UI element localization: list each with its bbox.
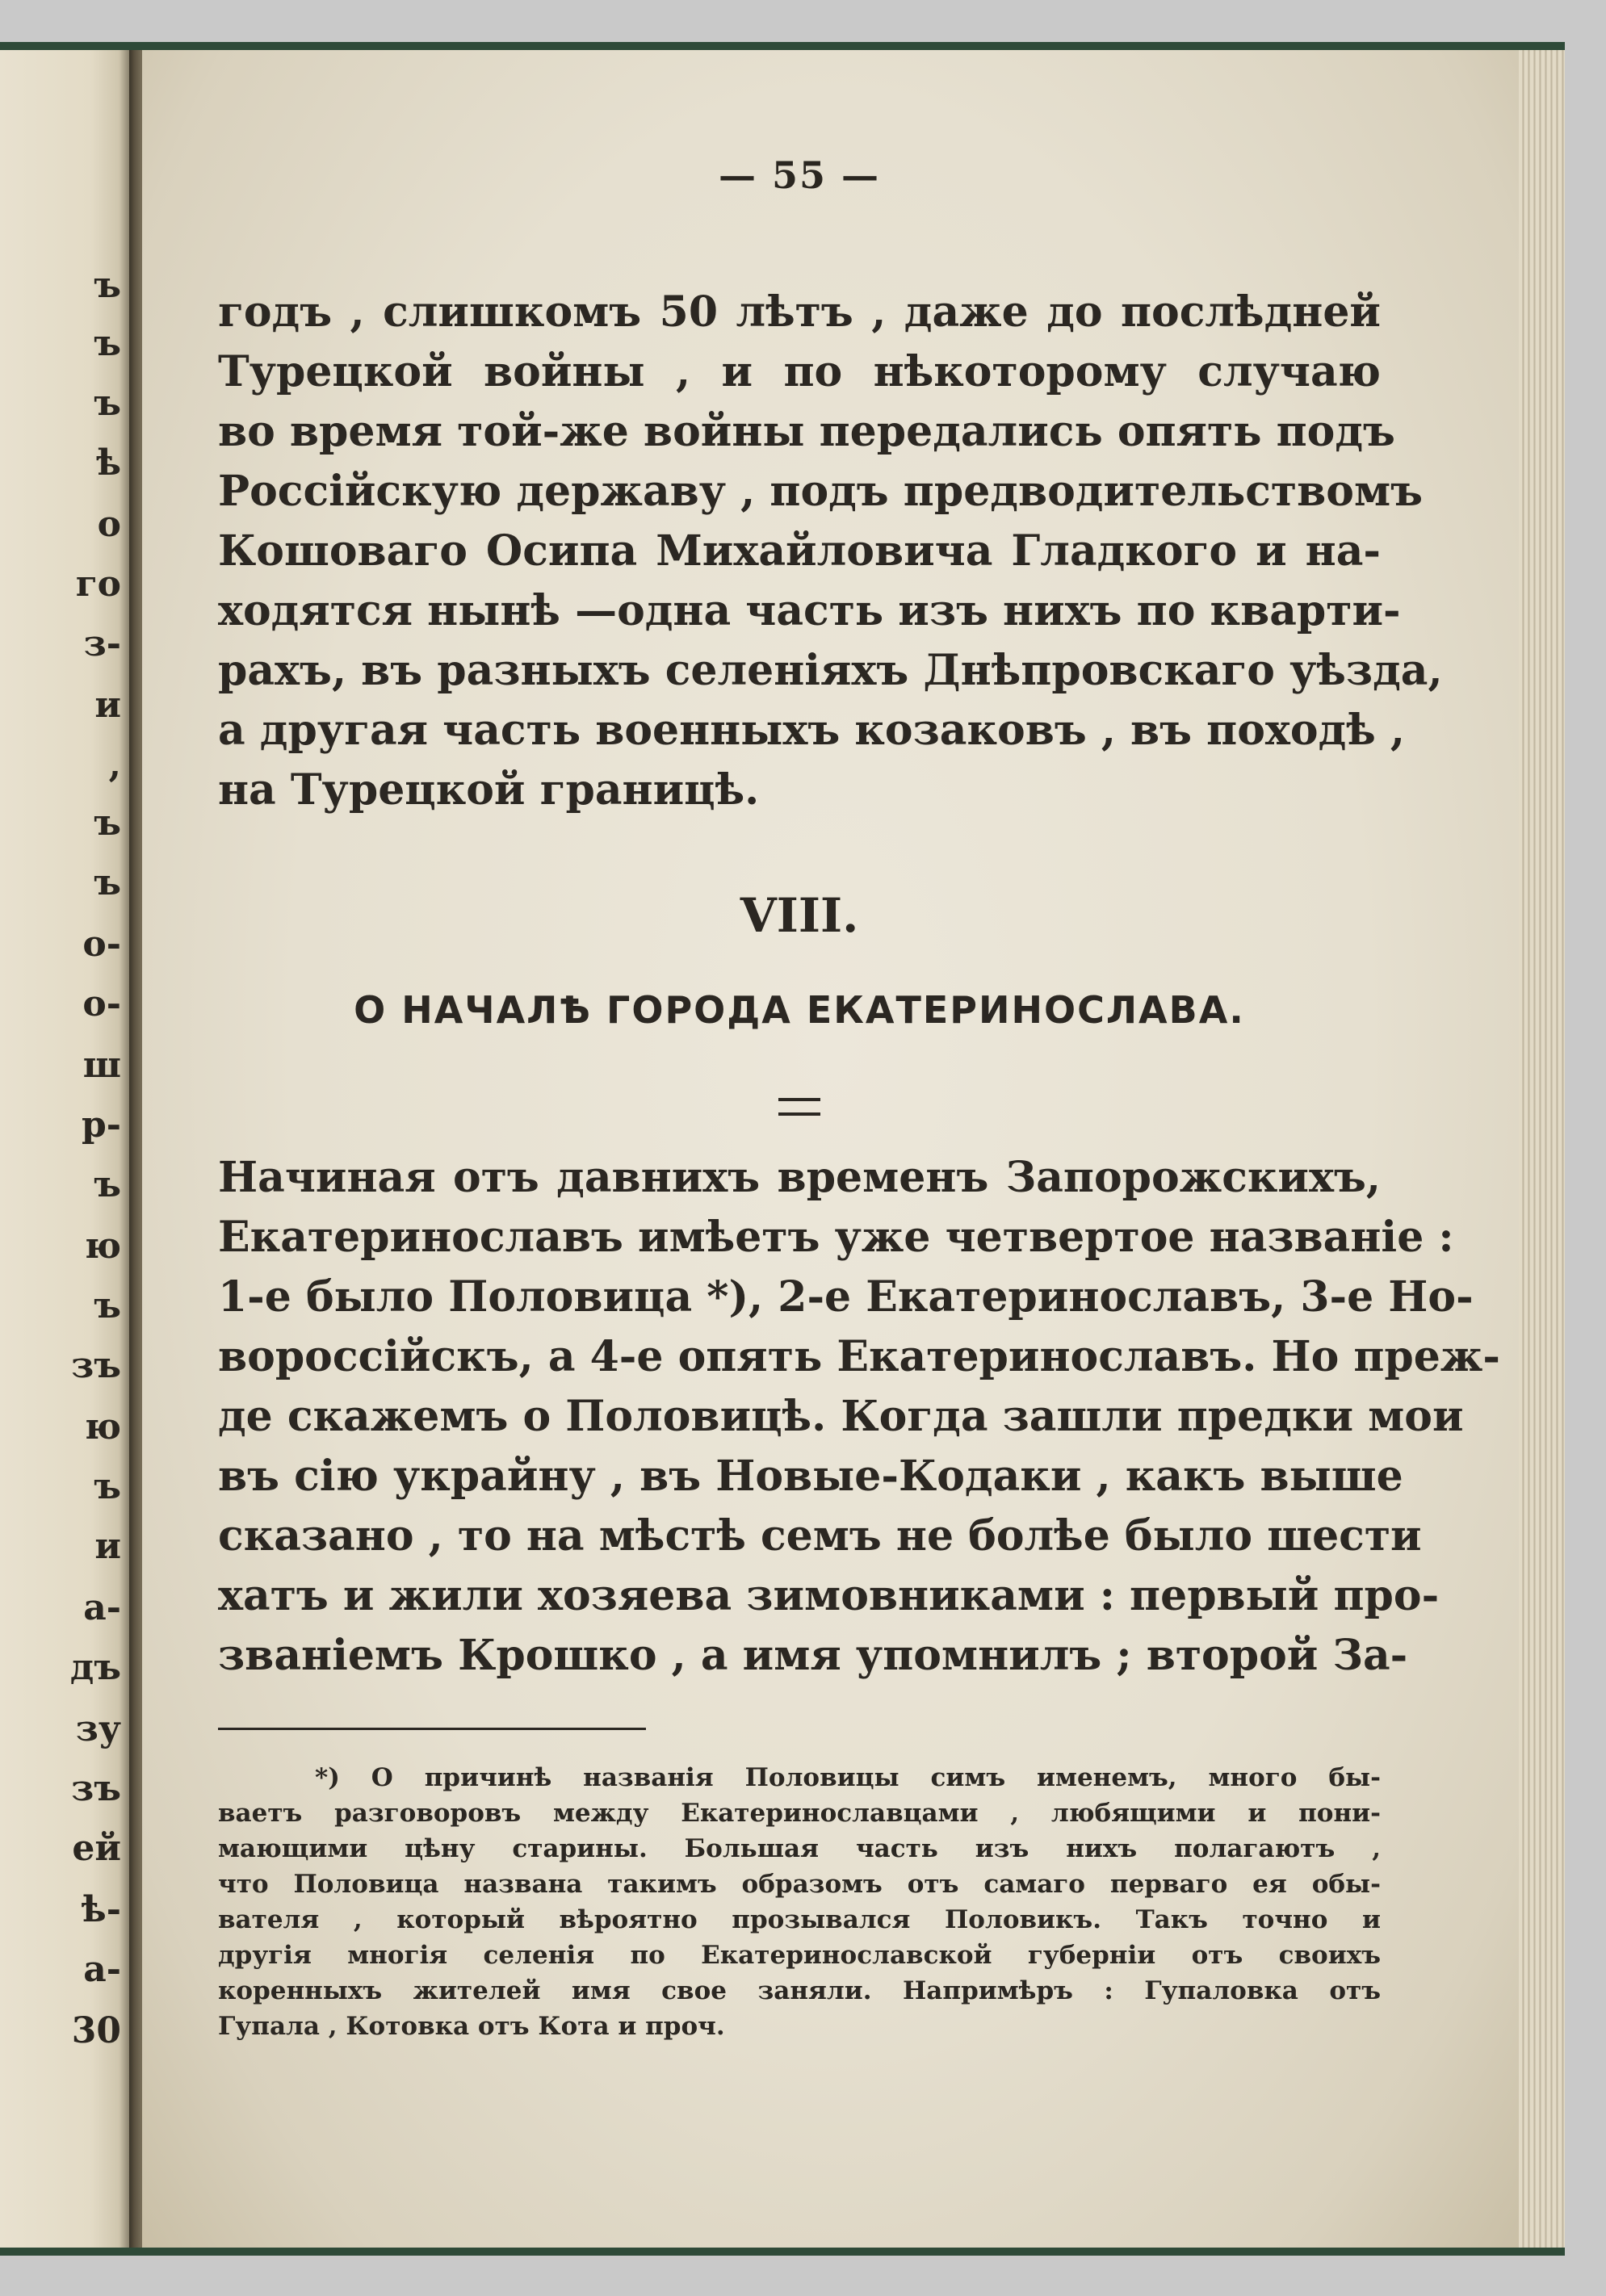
main-paragraph-line: сказано , то на мѣстѣ семъ не болѣе было шести xyxy=(218,1511,1422,1561)
left-page-fragment: зу xyxy=(75,1708,121,1749)
footnote-rule xyxy=(218,1728,646,1730)
top-paragraph-line: Турецкой войны , и по нѣкоторому случаю xyxy=(218,347,1381,396)
main-paragraph-line: Начиная отъ давнихъ временъ Запорожскихъ, xyxy=(218,1153,1381,1202)
main-paragraph-line: въ сію украйну , въ Новые-Кодаки , какъ выше xyxy=(218,1452,1403,1501)
left-page-fragment: 30 xyxy=(71,2010,121,2051)
footnote-line: мающими цѣну старины. Большая часть изъ нихъ полагаютъ , xyxy=(218,1834,1381,1863)
left-page-fragment: р- xyxy=(81,1104,121,1146)
left-page-fragment: ю xyxy=(84,1406,121,1448)
left-page-fragment: ѣ- xyxy=(81,1889,121,1930)
main-paragraph xyxy=(218,1148,1500,1686)
left-page-fragment: ъ xyxy=(94,1285,121,1326)
footnote-line: вателя , который вѣроятно прозывался Половикъ. Такъ точно и xyxy=(218,1905,1381,1934)
section-title: О НАЧАЛѢ ГОРОДА ЕКАТЕРИНОСЛАВА. xyxy=(354,988,1245,1032)
left-page-fragment: ъ xyxy=(94,265,121,306)
left-page-fragment: зъ xyxy=(71,1345,121,1386)
main-paragraph-line: званіемъ Крошко , а имя упомнилъ ; второй За- xyxy=(218,1631,1408,1680)
main-paragraph-line: вороссійскъ, а 4-е опять Екатеринославъ. Но преж- xyxy=(218,1332,1500,1381)
left-page-fragment: зъ xyxy=(71,1768,121,1809)
left-page-fragment: и xyxy=(94,685,121,726)
top-paragraph-line: Россійскую державу , подъ предводительствомъ xyxy=(218,467,1424,516)
main-paragraph-line: хатъ и жили хозяева зимовниками : первый про- xyxy=(218,1571,1440,1620)
left-page-fragment: ъ xyxy=(94,802,121,844)
footnote-line: что Половица названа такимъ образомъ отъ самаго перваго ея обы- xyxy=(218,1870,1381,1899)
footnote-line: коренныхъ жителей имя свое заняли. Напримѣръ : Гупаловка отъ xyxy=(218,1976,1381,2005)
left-page-fragment: ъ xyxy=(94,862,121,903)
top-paragraph-line: годъ , слишкомъ 50 лѣтъ , даже до послѣдней xyxy=(218,287,1381,337)
left-page-fragment: о xyxy=(97,504,121,545)
left-page-fragment: ѣ xyxy=(96,442,121,484)
top-paragraph-line: ходятся нынѣ —одна часть изъ нихъ по кварти- xyxy=(218,586,1401,635)
top-paragraph xyxy=(218,283,1443,820)
left-page xyxy=(0,50,129,2248)
section-number: VIII. xyxy=(740,888,859,943)
left-page-fragment: ъ xyxy=(94,1466,121,1507)
footnote-line: *) О причинѣ названія Половицы симъ именемъ, много бы- xyxy=(315,1763,1381,1792)
page-number: — 55 — xyxy=(718,153,881,197)
left-page-fragment: а- xyxy=(83,1949,121,1990)
left-page-fragment: о- xyxy=(82,924,121,965)
scan-frame xyxy=(0,42,1565,2256)
page-edges xyxy=(1519,50,1565,2248)
top-paragraph-line: а другая часть военныхъ козаковъ , въ походѣ , xyxy=(218,706,1406,755)
left-page-fragment: дъ xyxy=(69,1647,121,1688)
section-divider xyxy=(778,1098,820,1116)
left-page-fragment: ъ xyxy=(94,1164,121,1205)
left-page-fragment: а- xyxy=(83,1587,121,1628)
footnote-line: другія многія селенія по Екатеринославской губерніи отъ своихъ xyxy=(218,1941,1381,1970)
main-paragraph-line: 1-е было Половица *), 2-е Екатеринославъ, 3-е Но- xyxy=(218,1272,1474,1322)
main-paragraph-line: Екатеринославъ имѣетъ уже четвертое названіе : xyxy=(218,1213,1454,1262)
top-paragraph-line: на Турецкой границѣ. xyxy=(218,765,760,815)
footnote-line: Гупала , Котовка отъ Кота и проч. xyxy=(218,2012,725,2041)
left-page-fragment: ш xyxy=(82,1045,121,1086)
left-page-fragment: ю xyxy=(84,1226,121,1267)
right-page xyxy=(142,50,1519,2248)
left-page-fragment: и xyxy=(94,1526,121,1567)
left-page-fragment: о- xyxy=(82,983,121,1024)
top-paragraph-line: во время той-же войны передались опять подъ xyxy=(218,407,1395,456)
left-page-fragment: ъ xyxy=(94,323,121,364)
left-page-fragment: , xyxy=(108,744,121,786)
book-gutter xyxy=(129,50,142,2248)
left-page-fragment: з- xyxy=(83,623,121,664)
left-page-fragment: ъ xyxy=(94,383,121,424)
top-paragraph-line: рахъ, въ разныхъ селеніяхъ Днѣпровскаго уѣзда, xyxy=(218,646,1443,695)
left-page-fragment: ей xyxy=(72,1828,121,1869)
footnote xyxy=(218,1760,1381,2044)
main-paragraph-line: де скажемъ о Половицѣ. Когда зашли предки мои xyxy=(218,1392,1464,1441)
left-page-fragment: го xyxy=(75,564,121,605)
footnote-line: ваетъ разговоровъ между Екатеринославцами , любящими и пони- xyxy=(218,1799,1381,1828)
top-paragraph-line: Кошоваго Осипа Михайловича Гладкого и на- xyxy=(218,526,1381,576)
